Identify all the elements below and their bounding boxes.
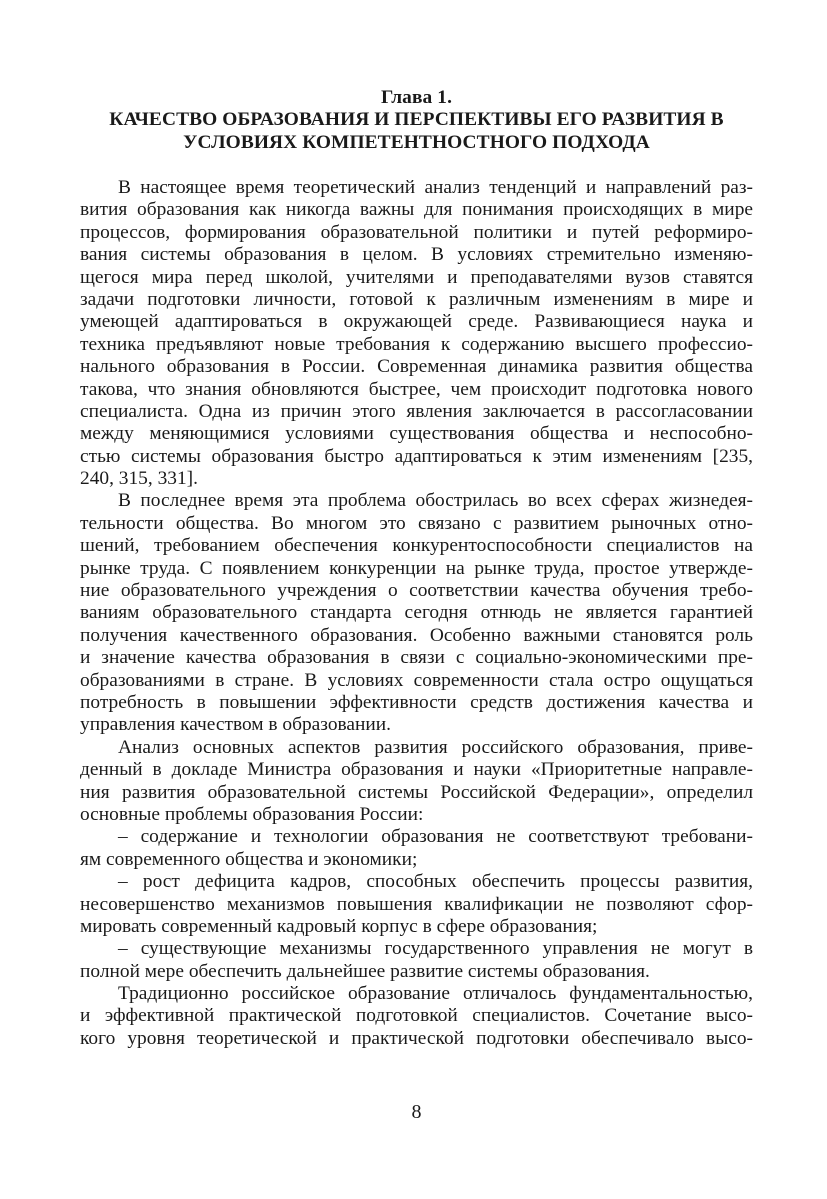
text-line: шений, требованием обеспечения конкурентоспособности специалистов на: [80, 535, 753, 557]
text-line: и значение качества образования в связи с социально-экономическими пре-: [80, 647, 753, 669]
chapter-label: Глава 1.: [380, 87, 453, 108]
text-line: 240, 315, 331].: [80, 468, 198, 490]
text-line: получения качественного образования. Особенно важными становятся роль: [80, 624, 753, 646]
text-line: нального образования в России. Современная динамика развития общества: [80, 356, 753, 378]
text-line: такова, что знания обновляются быстрее, чем происходит подготовка нового: [80, 378, 753, 400]
text-line: В настоящее время теоретический анализ тенденций и направлений раз-: [118, 177, 753, 198]
chapter-title-line: УСЛОВИЯХ КОМПЕТЕНТНОСТНОГО ПОДХОДА: [183, 131, 650, 153]
list-item-line: несовершенство механизмов повышения квалификации не позволяют сфор-: [80, 893, 753, 915]
text-line: ние образовательного учреждения о соответствии качества обучения требо-: [80, 580, 753, 602]
text-line: вания системы образования в целом. В условиях стремительно изменяю-: [80, 244, 753, 266]
text-line: основные проблемы образования России:: [80, 803, 424, 825]
text-line: Традиционно российское образование отличалось фундаментальностью,: [118, 983, 753, 1005]
text-line: Анализ основных аспектов развития российского образования, приве-: [118, 736, 753, 758]
text-line: потребность в повышении эффективности средств достижения качества и: [80, 691, 753, 713]
document-page: [80, 0, 753, 1199]
list-item-line: ям современного общества и экономики;: [80, 848, 418, 870]
body-text: [80, 177, 753, 1050]
text-line: тельности общества. Во многом это связано с развитием рыночных отно-: [80, 512, 753, 534]
text-line: умеющей адаптироваться в окружающей среде. Развивающиеся наука и: [80, 311, 753, 333]
text-line: образованиями в стране. В условиях современности стала остро ощущаться: [80, 669, 753, 691]
text-line: щегося мира перед школой, учителями и преподавателями вузов ставятся: [80, 266, 753, 288]
list-item-line: – рост дефицита кадров, способных обеспечить процессы развития,: [118, 871, 753, 893]
text-line: рынке труда. С появлением конкуренции на рынке труда, простое утвержде-: [80, 557, 753, 579]
text-line: задачи подготовки личности, готовой к различным изменениям в мире и: [80, 288, 753, 310]
list-item-line: мировать современный кадровый корпус в сфере образования;: [80, 915, 598, 937]
page-number: 8: [411, 1101, 422, 1123]
text-line: вития образования как никогда важны для понимания происходящих в мире: [80, 199, 753, 221]
list-item-line: полной мере обеспечить дальнейшее развитие системы образования.: [80, 960, 650, 982]
text-line: процессов, формирования образовательной политики и путей реформиро-: [80, 221, 753, 243]
chapter-title-line: КАЧЕСТВО ОБРАЗОВАНИЯ И ПЕРСПЕКТИВЫ ЕГО РАЗВИТИЯ В: [109, 109, 724, 131]
text-line: В последнее время эта проблема обострилась во всех сферах жизнедея-: [118, 490, 753, 512]
text-line: управления качеством в образовании.: [80, 714, 392, 736]
list-item-line: – содержание и технологии образования не соответствуют требовани-: [118, 826, 753, 848]
chapter-heading: [80, 87, 753, 154]
text-line: денный в докладе Министра образования и науки «Приоритетные направле-: [80, 759, 753, 781]
text-line: ваниям образовательного стандарта сегодня отнюдь не является гарантией: [80, 602, 753, 624]
text-line: стью системы образования быстро адаптироваться к этим изменениям [235,: [80, 445, 753, 467]
text-line: техника предъявляют новые требования к содержанию высшего профессио-: [80, 333, 753, 355]
text-line: кого уровня теоретической и практической подготовки обеспечивало высо-: [80, 1027, 753, 1049]
text-line: специалиста. Одна из причин этого явления заключается в рассогласовании: [80, 400, 753, 422]
text-line: ния развития образовательной системы Российской Федерации», определил: [80, 781, 753, 803]
text-line: и эффективной практической подготовкой специалистов. Сочетание высо-: [80, 1005, 753, 1027]
text-line: между меняющимися условиями существования общества и неспособно-: [80, 423, 753, 445]
list-item-line: – существующие механизмы государственного управления не могут в: [118, 938, 753, 960]
